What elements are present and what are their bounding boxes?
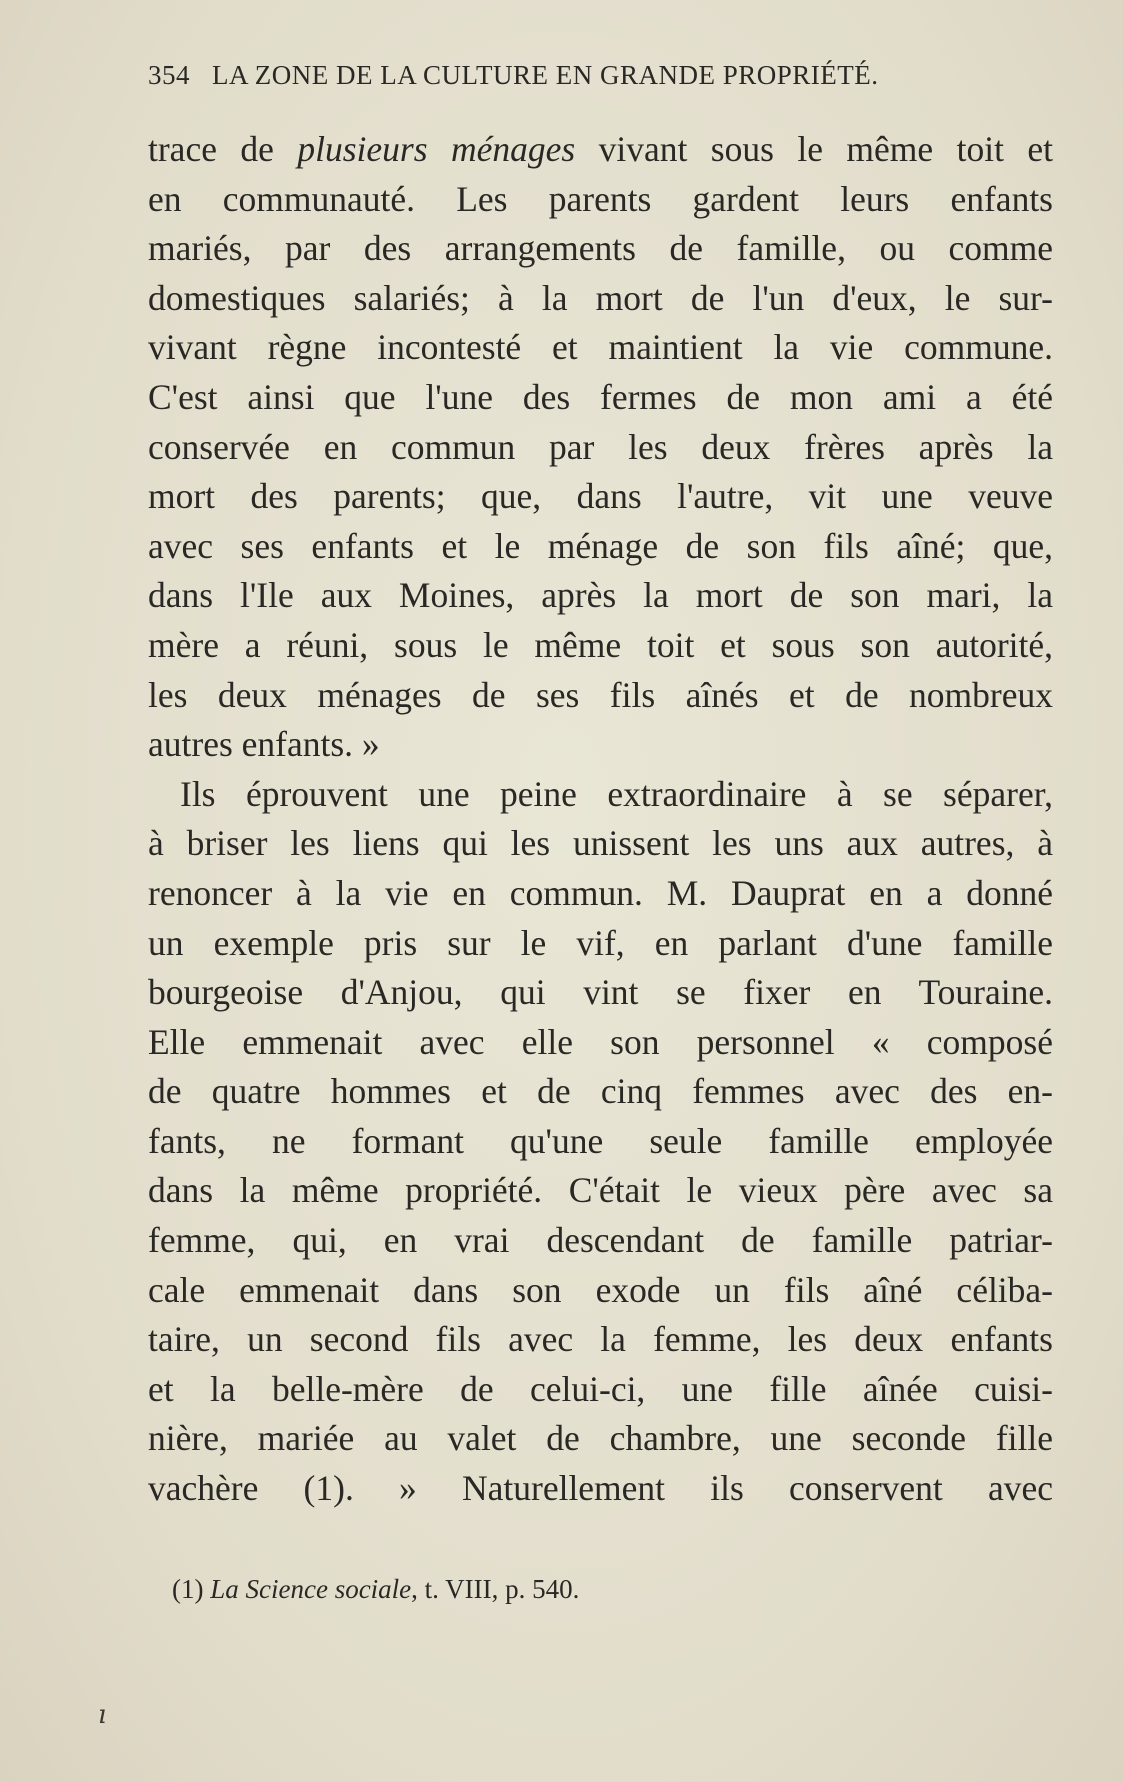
text-line (148, 125, 1053, 175)
text-line: les deux ménages de ses fils aînés et de nombreux (148, 674, 1053, 715)
text-line: mariés, par des arrangements de famille, ou comme (148, 228, 1053, 269)
text-line: avec ses enfants et le ménage de son fils aîné; que, (148, 525, 1053, 566)
text-line: Ils éprouvent une peine extraordinaire à se séparer, (180, 773, 1053, 814)
text-line: autres enfants. » (148, 724, 380, 765)
running-title: LA ZONE DE LA CULTURE EN GRANDE PROPRIÉTÉ. (212, 60, 879, 90)
text-line: mort des parents; que, dans l'autre, vit une veuve (148, 476, 1053, 517)
running-head (148, 60, 1033, 100)
text-line: mère a réuni, sous le même toit et sous son autorité, (148, 624, 1053, 665)
margin-mark: ı (98, 1700, 107, 1730)
text-line: nière, mariée au valet de chambre, une seconde fille (148, 1418, 1053, 1459)
text-line: en communauté. Les parents gardent leurs enfants (148, 178, 1053, 219)
footnote-reference: , t. VIII, p. 540. (411, 1574, 580, 1604)
text-line: et la belle-mère de celui-ci, une fille aînée cuisi- (148, 1368, 1053, 1409)
text-line: à briser les liens qui les unissent les uns aux autres, à (148, 823, 1053, 864)
text-line: femme, qui, en vrai descendant de famille patriar- (148, 1220, 1053, 1261)
text-line: Elle emmenait avec elle son personnel « composé (148, 1021, 1053, 1062)
text-line: fants, ne formant qu'une seule famille employée (148, 1120, 1053, 1161)
text-line: vivant règne incontesté et maintient la vie commune. (148, 327, 1053, 368)
body-text (148, 125, 1053, 1514)
footnote (172, 1574, 579, 1605)
text-line: renoncer à la vie en commun. M. Dauprat en a donné (148, 872, 1053, 913)
text-line: C'est ainsi que l'une des fermes de mon ami a été (148, 376, 1053, 417)
text-fragment: vivant sous le même toit et (575, 129, 1053, 169)
text-line: cale emmenait dans son exode un fils aîné céliba- (148, 1269, 1053, 1310)
footnote-marker: (1) (172, 1574, 211, 1604)
text-line: vachère (1). » Naturellement ils conservent avec (148, 1468, 1053, 1509)
text-line: un exemple pris sur le vif, en parlant d'une famille (148, 922, 1053, 963)
text-line: domestiques salariés; à la mort de l'un d'eux, le sur- (148, 277, 1053, 318)
text-fragment: trace de (148, 129, 298, 169)
text-line: de quatre hommes et de cinq femmes avec des en- (148, 1071, 1053, 1112)
text-line: conservée en commun par les deux frères après la (148, 426, 1053, 467)
italic-phrase: plusieurs ménages (297, 129, 576, 169)
page-number: 354 (148, 60, 190, 90)
text-line: bourgeoise d'Anjou, qui vint se fixer en Touraine. (148, 972, 1053, 1013)
text-line: taire, un second fils avec la femme, les deux enfants (148, 1319, 1053, 1360)
text-line: dans la même propriété. C'était le vieux père avec sa (148, 1170, 1053, 1211)
footnote-source-title: La Science sociale (210, 1574, 412, 1604)
text-line: dans l'Ile aux Moines, après la mort de son mari, la (148, 575, 1053, 616)
